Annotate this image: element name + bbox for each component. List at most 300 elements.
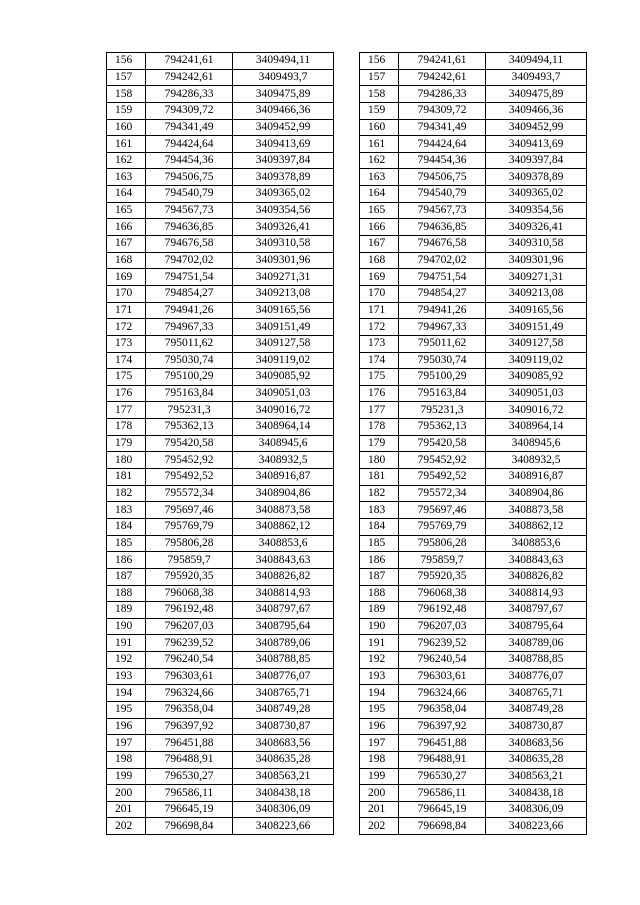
x-coordinate-cell: 794242,61 xyxy=(399,69,486,86)
table-row xyxy=(107,818,334,835)
y-coordinate-cell: 3409127,58 xyxy=(233,335,334,352)
point-number-cell: 189 xyxy=(107,602,146,619)
x-coordinate-cell: 795697,46 xyxy=(399,502,486,519)
table-row xyxy=(360,219,587,236)
y-coordinate-cell: 3409413,69 xyxy=(486,136,587,153)
table-row xyxy=(360,169,587,186)
y-coordinate-cell: 3409165,56 xyxy=(486,302,587,319)
point-number-cell: 198 xyxy=(107,751,146,768)
table-row xyxy=(360,252,587,269)
y-coordinate-cell: 3408730,87 xyxy=(233,718,334,735)
point-number-cell: 200 xyxy=(107,785,146,802)
table-row xyxy=(360,269,587,286)
point-number-cell: 190 xyxy=(360,618,399,635)
x-coordinate-cell: 794424,64 xyxy=(146,136,233,153)
x-coordinate-cell: 796488,91 xyxy=(399,751,486,768)
x-coordinate-cell: 794341,49 xyxy=(146,119,233,136)
x-coordinate-cell: 794286,33 xyxy=(399,86,486,103)
table-row xyxy=(360,552,587,569)
point-number-cell: 170 xyxy=(107,285,146,302)
x-coordinate-cell: 794702,02 xyxy=(399,252,486,269)
point-number-cell: 158 xyxy=(360,86,399,103)
y-coordinate-cell: 3408563,21 xyxy=(233,768,334,785)
y-coordinate-cell: 3408853,6 xyxy=(233,535,334,552)
point-number-cell: 197 xyxy=(107,735,146,752)
y-coordinate-cell: 3409151,49 xyxy=(486,319,587,336)
point-number-cell: 159 xyxy=(107,102,146,119)
y-coordinate-cell: 3409397,84 xyxy=(233,152,334,169)
point-number-cell: 162 xyxy=(107,152,146,169)
point-number-cell: 180 xyxy=(360,452,399,469)
x-coordinate-cell: 796586,11 xyxy=(146,785,233,802)
y-coordinate-cell: 3409213,08 xyxy=(486,285,587,302)
table-row xyxy=(360,302,587,319)
table-row xyxy=(107,53,334,70)
table-row xyxy=(107,252,334,269)
x-coordinate-cell: 796068,38 xyxy=(146,585,233,602)
y-coordinate-cell: 3409493,7 xyxy=(486,69,587,86)
table-row xyxy=(107,751,334,768)
y-coordinate-cell: 3408789,06 xyxy=(486,635,587,652)
point-number-cell: 193 xyxy=(107,668,146,685)
x-coordinate-cell: 796324,66 xyxy=(146,685,233,702)
y-coordinate-cell: 3408932,5 xyxy=(233,452,334,469)
y-coordinate-cell: 3408904,86 xyxy=(233,485,334,502)
x-coordinate-cell: 796240,54 xyxy=(399,652,486,669)
x-coordinate-cell: 794286,33 xyxy=(146,86,233,103)
y-coordinate-cell: 3408776,07 xyxy=(486,668,587,685)
table-row xyxy=(360,335,587,352)
table-row xyxy=(360,518,587,535)
y-coordinate-cell: 3409310,58 xyxy=(233,236,334,253)
point-number-cell: 184 xyxy=(107,518,146,535)
point-number-cell: 177 xyxy=(107,402,146,419)
y-coordinate-cell: 3409051,03 xyxy=(233,385,334,402)
y-coordinate-cell: 3408730,87 xyxy=(486,718,587,735)
y-coordinate-cell: 3408223,66 xyxy=(486,818,587,835)
table-row xyxy=(360,236,587,253)
table-row xyxy=(360,502,587,519)
x-coordinate-cell: 796645,19 xyxy=(399,801,486,818)
x-coordinate-cell: 796397,92 xyxy=(146,718,233,735)
x-coordinate-cell: 794854,27 xyxy=(146,285,233,302)
table-row xyxy=(360,152,587,169)
y-coordinate-cell: 3409213,08 xyxy=(233,285,334,302)
y-coordinate-cell: 3409378,89 xyxy=(486,169,587,186)
y-coordinate-cell: 3408814,93 xyxy=(233,585,334,602)
x-coordinate-cell: 795452,92 xyxy=(399,452,486,469)
table-row xyxy=(360,652,587,669)
point-number-cell: 181 xyxy=(107,469,146,486)
x-coordinate-cell: 795100,29 xyxy=(399,369,486,386)
table-row xyxy=(360,435,587,452)
x-coordinate-cell: 795920,35 xyxy=(399,568,486,585)
x-coordinate-cell: 794341,49 xyxy=(399,119,486,136)
point-number-cell: 199 xyxy=(360,768,399,785)
table-row xyxy=(360,768,587,785)
x-coordinate-cell: 796397,92 xyxy=(399,718,486,735)
x-coordinate-cell: 795806,28 xyxy=(146,535,233,552)
point-number-cell: 184 xyxy=(360,518,399,535)
y-coordinate-cell: 3409119,02 xyxy=(486,352,587,369)
point-number-cell: 191 xyxy=(360,635,399,652)
table-row xyxy=(360,535,587,552)
table-row xyxy=(107,369,334,386)
y-coordinate-cell: 3409271,31 xyxy=(233,269,334,286)
table-row xyxy=(360,452,587,469)
table-row xyxy=(107,701,334,718)
y-coordinate-cell: 3408795,64 xyxy=(233,618,334,635)
x-coordinate-cell: 795231,3 xyxy=(399,402,486,419)
y-coordinate-cell: 3409119,02 xyxy=(233,352,334,369)
x-coordinate-cell: 794424,64 xyxy=(399,136,486,153)
table-row xyxy=(360,718,587,735)
x-coordinate-cell: 795420,58 xyxy=(146,435,233,452)
x-coordinate-cell: 794567,73 xyxy=(399,202,486,219)
y-coordinate-cell: 3408788,85 xyxy=(233,652,334,669)
point-number-cell: 185 xyxy=(107,535,146,552)
point-number-cell: 169 xyxy=(360,269,399,286)
coordinates-table-body xyxy=(360,53,587,835)
x-coordinate-cell: 796698,84 xyxy=(146,818,233,835)
x-coordinate-cell: 794676,58 xyxy=(146,236,233,253)
point-number-cell: 186 xyxy=(107,552,146,569)
point-number-cell: 183 xyxy=(107,502,146,519)
x-coordinate-cell: 794540,79 xyxy=(146,186,233,203)
x-coordinate-cell: 796324,66 xyxy=(399,685,486,702)
point-number-cell: 167 xyxy=(360,236,399,253)
x-coordinate-cell: 794751,54 xyxy=(146,269,233,286)
y-coordinate-cell: 3409151,49 xyxy=(233,319,334,336)
x-coordinate-cell: 794854,27 xyxy=(399,285,486,302)
x-coordinate-cell: 796239,52 xyxy=(399,635,486,652)
x-coordinate-cell: 795806,28 xyxy=(399,535,486,552)
y-coordinate-cell: 3408964,14 xyxy=(486,419,587,436)
point-number-cell: 172 xyxy=(107,319,146,336)
point-number-cell: 173 xyxy=(360,335,399,352)
x-coordinate-cell: 795769,79 xyxy=(146,518,233,535)
x-coordinate-cell: 794506,75 xyxy=(146,169,233,186)
point-number-cell: 160 xyxy=(360,119,399,136)
table-row xyxy=(107,419,334,436)
y-coordinate-cell: 3408862,12 xyxy=(233,518,334,535)
table-row xyxy=(107,469,334,486)
x-coordinate-cell: 794241,61 xyxy=(146,53,233,70)
y-coordinate-cell: 3408916,87 xyxy=(486,469,587,486)
point-number-cell: 198 xyxy=(360,751,399,768)
point-number-cell: 174 xyxy=(107,352,146,369)
point-number-cell: 175 xyxy=(107,369,146,386)
x-coordinate-cell: 795492,52 xyxy=(146,469,233,486)
table-row xyxy=(107,552,334,569)
table-row xyxy=(360,618,587,635)
table-row xyxy=(107,236,334,253)
table-row xyxy=(360,402,587,419)
point-number-cell: 157 xyxy=(360,69,399,86)
point-number-cell: 176 xyxy=(360,385,399,402)
y-coordinate-cell: 3409326,41 xyxy=(233,219,334,236)
y-coordinate-cell: 3409301,96 xyxy=(233,252,334,269)
x-coordinate-cell: 794636,85 xyxy=(399,219,486,236)
table-row xyxy=(360,69,587,86)
point-number-cell: 186 xyxy=(360,552,399,569)
table-row xyxy=(360,751,587,768)
x-coordinate-cell: 796530,27 xyxy=(399,768,486,785)
x-coordinate-cell: 796303,61 xyxy=(399,668,486,685)
point-number-cell: 189 xyxy=(360,602,399,619)
table-row xyxy=(360,86,587,103)
table-row xyxy=(360,285,587,302)
y-coordinate-cell: 3408749,28 xyxy=(233,701,334,718)
point-number-cell: 166 xyxy=(107,219,146,236)
table-row xyxy=(107,435,334,452)
table-row xyxy=(107,718,334,735)
y-coordinate-cell: 3409475,89 xyxy=(233,86,334,103)
x-coordinate-cell: 796451,88 xyxy=(399,735,486,752)
table-row xyxy=(360,385,587,402)
table-row xyxy=(107,302,334,319)
point-number-cell: 175 xyxy=(360,369,399,386)
y-coordinate-cell: 3409452,99 xyxy=(233,119,334,136)
table-row xyxy=(360,568,587,585)
x-coordinate-cell: 796586,11 xyxy=(399,785,486,802)
table-row xyxy=(107,568,334,585)
y-coordinate-cell: 3408683,56 xyxy=(233,735,334,752)
table-row xyxy=(360,602,587,619)
x-coordinate-cell: 795163,84 xyxy=(399,385,486,402)
x-coordinate-cell: 795492,52 xyxy=(399,469,486,486)
y-coordinate-cell: 3408795,64 xyxy=(486,618,587,635)
point-number-cell: 168 xyxy=(107,252,146,269)
table-row xyxy=(360,818,587,835)
point-number-cell: 158 xyxy=(107,86,146,103)
point-number-cell: 168 xyxy=(360,252,399,269)
point-number-cell: 192 xyxy=(360,652,399,669)
y-coordinate-cell: 3408904,86 xyxy=(486,485,587,502)
y-coordinate-cell: 3409016,72 xyxy=(486,402,587,419)
table-row xyxy=(360,102,587,119)
x-coordinate-cell: 796207,03 xyxy=(399,618,486,635)
y-coordinate-cell: 3409378,89 xyxy=(233,169,334,186)
y-coordinate-cell: 3409494,11 xyxy=(233,53,334,70)
y-coordinate-cell: 3408683,56 xyxy=(486,735,587,752)
x-coordinate-cell: 796358,04 xyxy=(146,701,233,718)
x-coordinate-cell: 795920,35 xyxy=(146,568,233,585)
table-row xyxy=(360,186,587,203)
x-coordinate-cell: 795030,74 xyxy=(146,352,233,369)
point-number-cell: 163 xyxy=(107,169,146,186)
point-number-cell: 178 xyxy=(360,419,399,436)
x-coordinate-cell: 796303,61 xyxy=(146,668,233,685)
point-number-cell: 201 xyxy=(360,801,399,818)
table-row xyxy=(107,102,334,119)
x-coordinate-cell: 794941,26 xyxy=(146,302,233,319)
point-number-cell: 192 xyxy=(107,652,146,669)
point-number-cell: 161 xyxy=(107,136,146,153)
x-coordinate-cell: 795859,7 xyxy=(146,552,233,569)
y-coordinate-cell: 3408438,18 xyxy=(233,785,334,802)
y-coordinate-cell: 3409310,58 xyxy=(486,236,587,253)
x-coordinate-cell: 795697,46 xyxy=(146,502,233,519)
y-coordinate-cell: 3408438,18 xyxy=(486,785,587,802)
y-coordinate-cell: 3408945,6 xyxy=(233,435,334,452)
point-number-cell: 163 xyxy=(360,169,399,186)
x-coordinate-cell: 794506,75 xyxy=(399,169,486,186)
x-coordinate-cell: 795572,34 xyxy=(399,485,486,502)
x-coordinate-cell: 794567,73 xyxy=(146,202,233,219)
table-row xyxy=(107,269,334,286)
y-coordinate-cell: 3408964,14 xyxy=(233,419,334,436)
x-coordinate-cell: 794241,61 xyxy=(399,53,486,70)
x-coordinate-cell: 796207,03 xyxy=(146,618,233,635)
x-coordinate-cell: 796192,48 xyxy=(146,602,233,619)
point-number-cell: 202 xyxy=(360,818,399,835)
point-number-cell: 183 xyxy=(360,502,399,519)
x-coordinate-cell: 796488,91 xyxy=(146,751,233,768)
table-row xyxy=(360,735,587,752)
table-row xyxy=(107,335,334,352)
table-row xyxy=(360,419,587,436)
table-row xyxy=(107,685,334,702)
x-coordinate-cell: 794676,58 xyxy=(399,236,486,253)
y-coordinate-cell: 3409466,36 xyxy=(486,102,587,119)
table-row xyxy=(360,469,587,486)
x-coordinate-cell: 794309,72 xyxy=(399,102,486,119)
point-number-cell: 195 xyxy=(360,701,399,718)
table-row xyxy=(107,152,334,169)
y-coordinate-cell: 3408306,09 xyxy=(486,801,587,818)
x-coordinate-cell: 794309,72 xyxy=(146,102,233,119)
table-row xyxy=(107,768,334,785)
table-row xyxy=(360,635,587,652)
y-coordinate-cell: 3408853,6 xyxy=(486,535,587,552)
x-coordinate-cell: 795231,3 xyxy=(146,402,233,419)
table-row xyxy=(107,186,334,203)
x-coordinate-cell: 794751,54 xyxy=(399,269,486,286)
point-number-cell: 164 xyxy=(107,186,146,203)
point-number-cell: 179 xyxy=(107,435,146,452)
point-number-cell: 162 xyxy=(360,152,399,169)
point-number-cell: 190 xyxy=(107,618,146,635)
table-row xyxy=(107,119,334,136)
x-coordinate-cell: 794454,36 xyxy=(399,152,486,169)
point-number-cell: 159 xyxy=(360,102,399,119)
point-number-cell: 200 xyxy=(360,785,399,802)
table-row xyxy=(107,402,334,419)
table-row xyxy=(360,136,587,153)
y-coordinate-cell: 3408776,07 xyxy=(233,668,334,685)
x-coordinate-cell: 795362,13 xyxy=(399,419,486,436)
table-row xyxy=(360,585,587,602)
point-number-cell: 167 xyxy=(107,236,146,253)
y-coordinate-cell: 3408826,82 xyxy=(486,568,587,585)
point-number-cell: 182 xyxy=(107,485,146,502)
point-number-cell: 174 xyxy=(360,352,399,369)
y-coordinate-cell: 3408765,71 xyxy=(233,685,334,702)
point-number-cell: 194 xyxy=(360,685,399,702)
x-coordinate-cell: 796698,84 xyxy=(399,818,486,835)
table-row xyxy=(107,635,334,652)
y-coordinate-cell: 3409354,56 xyxy=(486,202,587,219)
y-coordinate-cell: 3409051,03 xyxy=(486,385,587,402)
coordinates-table-right xyxy=(359,52,587,835)
y-coordinate-cell: 3408789,06 xyxy=(233,635,334,652)
point-number-cell: 181 xyxy=(360,469,399,486)
y-coordinate-cell: 3408862,12 xyxy=(486,518,587,535)
y-coordinate-cell: 3408814,93 xyxy=(486,585,587,602)
table-row xyxy=(360,119,587,136)
y-coordinate-cell: 3409165,56 xyxy=(233,302,334,319)
table-row xyxy=(107,219,334,236)
point-number-cell: 180 xyxy=(107,452,146,469)
table-row xyxy=(107,602,334,619)
y-coordinate-cell: 3409354,56 xyxy=(233,202,334,219)
y-coordinate-cell: 3408932,5 xyxy=(486,452,587,469)
y-coordinate-cell: 3408797,67 xyxy=(486,602,587,619)
y-coordinate-cell: 3408916,87 xyxy=(233,469,334,486)
y-coordinate-cell: 3408843,63 xyxy=(486,552,587,569)
y-coordinate-cell: 3408797,67 xyxy=(233,602,334,619)
point-number-cell: 169 xyxy=(107,269,146,286)
y-coordinate-cell: 3409085,92 xyxy=(486,369,587,386)
table-row xyxy=(107,652,334,669)
point-number-cell: 195 xyxy=(107,701,146,718)
point-number-cell: 165 xyxy=(107,202,146,219)
table-row xyxy=(107,618,334,635)
table-row xyxy=(107,502,334,519)
y-coordinate-cell: 3409452,99 xyxy=(486,119,587,136)
coordinates-table-left xyxy=(106,52,334,835)
x-coordinate-cell: 794702,02 xyxy=(146,252,233,269)
y-coordinate-cell: 3408223,66 xyxy=(233,818,334,835)
x-coordinate-cell: 796239,52 xyxy=(146,635,233,652)
table-row xyxy=(107,585,334,602)
point-number-cell: 173 xyxy=(107,335,146,352)
point-number-cell: 182 xyxy=(360,485,399,502)
point-number-cell: 156 xyxy=(360,53,399,70)
point-number-cell: 197 xyxy=(360,735,399,752)
table-row xyxy=(107,785,334,802)
y-coordinate-cell: 3408945,6 xyxy=(486,435,587,452)
table-row xyxy=(360,352,587,369)
point-number-cell: 179 xyxy=(360,435,399,452)
coordinates-table-body xyxy=(107,53,334,835)
y-coordinate-cell: 3409493,7 xyxy=(233,69,334,86)
table-row xyxy=(107,452,334,469)
x-coordinate-cell: 794454,36 xyxy=(146,152,233,169)
x-coordinate-cell: 795420,58 xyxy=(399,435,486,452)
table-row xyxy=(107,86,334,103)
table-row xyxy=(107,202,334,219)
y-coordinate-cell: 3409326,41 xyxy=(486,219,587,236)
y-coordinate-cell: 3409016,72 xyxy=(233,402,334,419)
y-coordinate-cell: 3409494,11 xyxy=(486,53,587,70)
y-coordinate-cell: 3409085,92 xyxy=(233,369,334,386)
x-coordinate-cell: 795362,13 xyxy=(146,419,233,436)
x-coordinate-cell: 795011,62 xyxy=(399,335,486,352)
table-row xyxy=(107,352,334,369)
point-number-cell: 188 xyxy=(107,585,146,602)
point-number-cell: 196 xyxy=(107,718,146,735)
x-coordinate-cell: 794941,26 xyxy=(399,302,486,319)
point-number-cell: 160 xyxy=(107,119,146,136)
table-row xyxy=(360,785,587,802)
point-number-cell: 187 xyxy=(107,568,146,585)
point-number-cell: 201 xyxy=(107,801,146,818)
point-number-cell: 176 xyxy=(107,385,146,402)
point-number-cell: 164 xyxy=(360,186,399,203)
x-coordinate-cell: 794967,33 xyxy=(146,319,233,336)
